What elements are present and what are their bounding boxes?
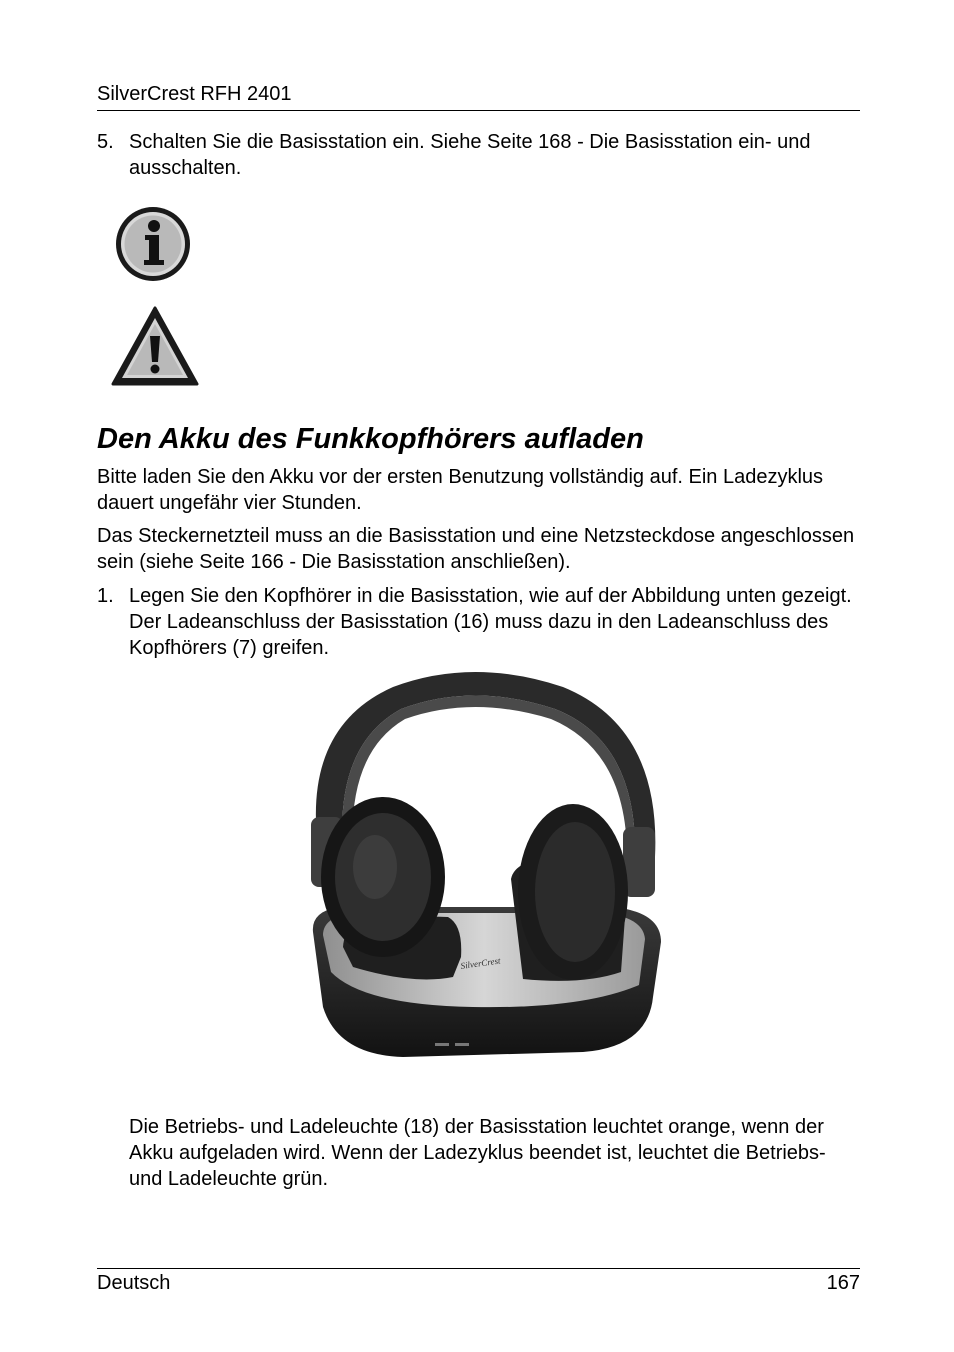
step-1-text: Legen Sie den Kopfhörer in die Basisstation, wie auf der Abbildung unten gezeigt. Der Ladeanschluss der Basisstation (16) muss dazu in den Ladeanschluss des Kopfhörers (7) greifen. [129,585,852,659]
page-number: 167 [826,1272,860,1294]
step-5 [97,129,860,181]
paragraph-power-adapter: Das Steckernetzteil muss an die Basisstation und eine Netzsteckdose angeschlossen sein (siehe Seite 166 - Die Basisstation anschließen). [97,525,855,573]
headphone-base-station-image [283,667,668,1077]
header-title: SilverCrest RFH 2401 [97,83,292,105]
footer-language: Deutsch [97,1272,171,1294]
footer-divider [97,1268,860,1269]
step-5-number: 5. [97,131,114,153]
section-title: Den Akku des Funkkopfhörers aufladen [97,423,644,455]
step-1 [97,583,860,661]
info-icon [114,205,192,283]
warning-icon [111,305,199,387]
paragraph-charge-duration: Bitte laden Sie den Akku vor der ersten Benutzung vollständig auf. Ein Ladezyklus dauert ungefähr vier Stunden. [97,466,824,514]
step-5-text: Schalten Sie die Basisstation ein. Siehe Seite 168 - Die Basisstation ein- und ausschalten. [129,131,811,179]
step-1-number: 1. [97,585,114,607]
header-divider [97,110,860,111]
paragraph-charge-indicator: Die Betriebs- und Ladeleuchte (18) der Basisstation leuchtet orange, wenn der Akku aufgeladen wird. Wenn der Ladezyklus beendet ist, leuchtet die Betriebs- und Ladeleuchte grün. [129,1116,826,1190]
brand-label: SilverCrest [459,955,502,971]
